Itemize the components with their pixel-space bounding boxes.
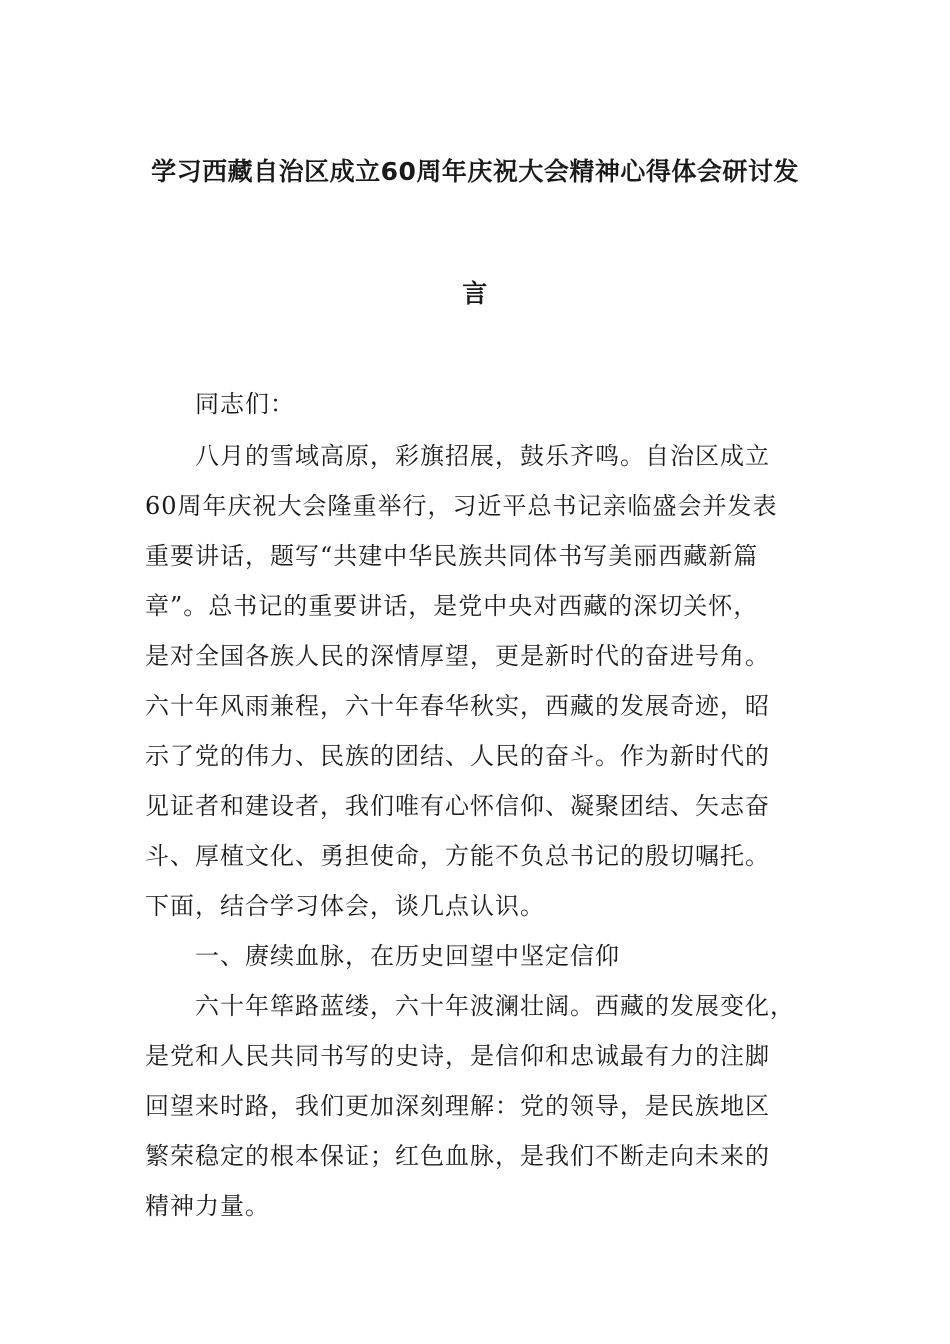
paragraph-line: 章”。总书记的重要讲话，是党中央对西藏的深切关怀， [145, 592, 759, 620]
paragraph-line: 精神力量。 [145, 1192, 270, 1220]
paragraph-line: 繁荣稳定的根本保证；红色血脉，是我们不断走向未来的 [145, 1142, 770, 1170]
paragraph-line: 是对全国各族人民的深情厚望，更是新时代的奋进号角。 [145, 642, 770, 670]
paragraph-line: 六十年筚路蓝缕，六十年波澜壮阔。西藏的发展变化， [145, 992, 795, 1020]
paragraph-line: 示了党的伟力、民族的团结、人民的奋斗。作为新时代的 [145, 742, 770, 770]
paragraph-line: 60周年庆祝大会隆重举行，习近平总书记亲临盛会并发表 [145, 492, 778, 520]
document-title-line-2: 言 [462, 279, 488, 308]
paragraph-line: 六十年风雨兼程，六十年春华秋实，西藏的发展奇迹，昭 [145, 692, 770, 720]
paragraph-line: 下面，结合学习体会，谈几点认识。 [145, 892, 545, 920]
salutation: 同志们： [145, 390, 295, 418]
document-title-line-1: 学习西藏自治区成立60周年庆祝大会精神心得体会研讨发 [151, 157, 799, 186]
paragraph-line: 八月的雪域高原，彩旗招展，鼓乐齐鸣。自治区成立 [145, 442, 770, 470]
paragraph-line: 见证者和建设者，我们唯有心怀信仰、凝聚团结、矢志奋 [145, 792, 770, 820]
paragraph-line: 重要讲话，题写“共建中华民族共同体书写美丽西藏新篇 [145, 542, 759, 570]
paragraph-line: 斗、厚植文化、勇担使命，方能不负总书记的殷切嘱托。 [145, 842, 770, 870]
paragraph-line: 回望来时路，我们更加深刻理解：党的领导，是民族地区 [145, 1092, 770, 1120]
paragraph-line: 是党和人民共同书写的史诗，是信仰和忠诚最有力的注脚 [145, 1042, 770, 1070]
section-heading: 一、赓续血脉，在历史回望中坚定信仰 [145, 942, 620, 970]
